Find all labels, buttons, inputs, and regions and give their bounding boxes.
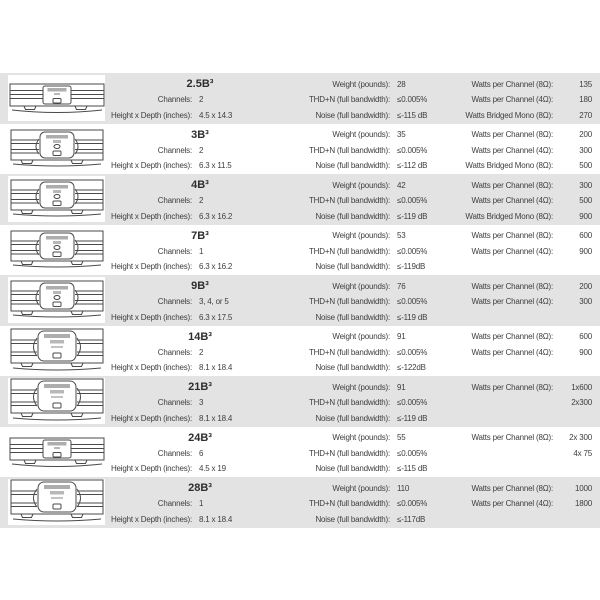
height-depth-label: Height x Depth (inches): [110, 110, 192, 120]
weight-label: Weight (pounds): [332, 332, 390, 342]
watts-value-1: 600 [579, 231, 592, 241]
model-name: 9B³ [191, 280, 209, 293]
spec-line-3 [110, 259, 600, 275]
noise-label: Noise (full bandwidth): [315, 161, 390, 171]
watts-value-2: 300 [579, 145, 592, 155]
weight-value: 53 [397, 231, 406, 241]
spec-line-3 [110, 310, 600, 326]
watts-label-2: Watts per Channel (4Ω): [471, 196, 553, 206]
noise-label: Noise (full bandwidth): [315, 262, 390, 272]
noise-value: ≤-119 dB [397, 312, 428, 322]
height-depth-value: 8.1 x 18.4 [199, 363, 233, 373]
weight-label: Weight (pounds): [332, 79, 390, 89]
spec-line-3 [110, 108, 600, 124]
height-depth-value: 4.5 x 19 [199, 464, 226, 474]
thd-label: THD+N (full bandwidth): [309, 95, 390, 105]
watts-label-1: Watts per Channel (8Ω): [471, 231, 553, 241]
noise-label: Noise (full bandwidth): [315, 312, 390, 322]
watts-value-2: 2x300 [571, 398, 592, 408]
height-depth-label: Height x Depth (inches): [110, 262, 192, 272]
spec-line-2 [110, 244, 600, 260]
spec-line-1 [110, 279, 600, 295]
height-depth-value: 6.3 x 11.5 [199, 161, 232, 171]
watts-label-1: Watts per Channel (8Ω): [471, 180, 553, 190]
thd-value: ≤0.005% [397, 95, 428, 105]
amplifier-product-image [8, 277, 105, 323]
thd-value: ≤0.005% [397, 398, 428, 408]
spec-line-2 [110, 496, 600, 512]
amplifier-icon [9, 328, 105, 374]
table-row [0, 326, 600, 377]
thd-label: THD+N (full bandwidth): [309, 347, 390, 357]
spec-line-3 [110, 209, 600, 225]
spec-line-2 [110, 92, 600, 108]
channels-value: 2 [199, 95, 204, 105]
watts-value-2: 300 [579, 297, 592, 307]
watts-value-1: 200 [579, 130, 592, 140]
weight-label: Weight (pounds): [332, 231, 390, 241]
amplifier-icon [9, 229, 105, 271]
table-row [0, 275, 600, 326]
channels-label: Channels: [157, 448, 192, 458]
channels-value: 2 [199, 145, 204, 155]
watts-label-1: Watts per Channel (8Ω): [471, 382, 553, 392]
weight-label: Weight (pounds): [332, 281, 390, 291]
height-depth-label: Height x Depth (inches): [110, 312, 192, 322]
channels-value: 2 [199, 347, 204, 357]
channels-label: Channels: [157, 297, 192, 307]
channels-value: 1 [199, 499, 204, 509]
watts-label-3: Watts Bridged Mono (8Ω): [465, 161, 553, 171]
noise-label: Noise (full bandwidth): [315, 413, 390, 423]
spec-line-2 [110, 345, 600, 361]
table-row [0, 427, 600, 478]
thd-value: ≤0.005% [397, 448, 428, 458]
spec-line-1 [110, 481, 600, 497]
model-name: 28B³ [188, 482, 212, 495]
channels-value: 1 [199, 246, 204, 256]
amplifier-product-image [8, 176, 105, 222]
amplifier-product-image [8, 126, 105, 172]
table-row [0, 124, 600, 175]
spec-line-1 [110, 127, 600, 143]
height-depth-value: 6.3 x 16.2 [199, 262, 233, 272]
watts-value-3: 900 [579, 211, 592, 221]
model-name: 21B³ [188, 381, 212, 394]
watts-label-2: Watts per Channel (4Ω): [471, 95, 553, 105]
noise-label: Noise (full bandwidth): [315, 363, 390, 373]
spec-line-1 [110, 430, 600, 446]
thd-label: THD+N (full bandwidth): [309, 196, 390, 206]
noise-label: Noise (full bandwidth): [315, 514, 390, 524]
model-name: 14B³ [188, 330, 212, 343]
noise-value: ≤-117dB [397, 514, 426, 524]
watts-value-2: 900 [579, 246, 592, 256]
table-row [0, 477, 600, 528]
watts-value-3: 270 [579, 110, 592, 120]
weight-label: Weight (pounds): [332, 130, 390, 140]
amplifier-product-image [8, 479, 105, 525]
watts-label-1: Watts per Channel (8Ω): [471, 130, 553, 140]
channels-label: Channels: [157, 499, 192, 509]
height-depth-label: Height x Depth (inches): [110, 413, 192, 423]
spec-line-3 [110, 512, 600, 528]
weight-value: 55 [397, 433, 406, 443]
spec-line-3 [110, 461, 600, 477]
table-row [0, 376, 600, 427]
amplifier-product-image [8, 227, 105, 273]
channels-label: Channels: [157, 95, 192, 105]
watts-value-1: 300 [579, 180, 592, 190]
watts-label-1: Watts per Channel (8Ω): [471, 79, 553, 89]
watts-value-2: 900 [579, 347, 592, 357]
weight-label: Weight (pounds): [332, 483, 390, 493]
weight-value: 76 [397, 281, 406, 291]
spec-line-1 [110, 178, 600, 194]
spec-line-2 [110, 395, 600, 411]
height-depth-value: 8.1 x 18.4 [199, 413, 233, 423]
noise-value: ≤-115 dB [397, 464, 428, 474]
weight-value: 91 [397, 332, 406, 342]
spec-line-1 [110, 228, 600, 244]
model-name: 2.5B³ [186, 78, 214, 91]
spec-line-3 [110, 360, 600, 376]
amplifier-icon [9, 279, 105, 321]
table-row [0, 73, 600, 124]
spec-line-2 [110, 294, 600, 310]
model-name: 3B³ [191, 128, 209, 141]
thd-label: THD+N (full bandwidth): [309, 246, 390, 256]
thd-label: THD+N (full bandwidth): [309, 398, 390, 408]
noise-label: Noise (full bandwidth): [315, 110, 390, 120]
channels-label: Channels: [157, 246, 192, 256]
watts-value-3: 500 [579, 161, 592, 171]
spec-line-1 [110, 329, 600, 345]
channels-value: 6 [199, 448, 204, 458]
height-depth-value: 6.3 x 16.2 [199, 211, 233, 221]
amplifier-spec-table [0, 73, 600, 528]
weight-value: 42 [397, 180, 406, 190]
watts-value-2: 180 [579, 95, 592, 105]
thd-value: ≤0.005% [397, 499, 428, 509]
watts-value-1: 2x 300 [569, 433, 592, 443]
watts-label-3: Watts Bridged Mono (8Ω): [465, 211, 553, 221]
height-depth-label: Height x Depth (inches): [110, 161, 192, 171]
watts-label-2: Watts per Channel (4Ω): [471, 145, 553, 155]
spec-line-1 [110, 380, 600, 396]
spec-line-3 [110, 158, 600, 174]
noise-value: ≤-119dB [397, 262, 426, 272]
model-name: 4B³ [191, 179, 209, 192]
amplifier-icon [9, 378, 105, 424]
thd-label: THD+N (full bandwidth): [309, 448, 390, 458]
thd-label: THD+N (full bandwidth): [309, 499, 390, 509]
watts-label-2: Watts per Channel (4Ω): [471, 499, 553, 509]
spec-line-1 [110, 77, 600, 93]
watts-value-2: 500 [579, 196, 592, 206]
height-depth-value: 8.1 x 18.4 [199, 514, 233, 524]
channels-label: Channels: [157, 196, 192, 206]
spec-line-2 [110, 143, 600, 159]
watts-label-1: Watts per Channel (8Ω): [471, 433, 553, 443]
amplifier-icon [9, 128, 105, 170]
weight-label: Weight (pounds): [332, 433, 390, 443]
channels-value: 3 [199, 398, 204, 408]
table-row [0, 174, 600, 225]
thd-value: ≤0.005% [397, 246, 428, 256]
amplifier-icon [9, 479, 105, 525]
watts-value-1: 1x600 [571, 382, 592, 392]
noise-value: ≤-119 dB [397, 413, 428, 423]
thd-value: ≤0.005% [397, 347, 428, 357]
height-depth-label: Height x Depth (inches): [110, 464, 192, 474]
weight-label: Weight (pounds): [332, 382, 390, 392]
watts-label-2: Watts per Channel (4Ω): [471, 347, 553, 357]
thd-value: ≤0.005% [397, 196, 428, 206]
spec-line-2 [110, 446, 600, 462]
watts-label-1: Watts per Channel (8Ω): [471, 281, 553, 291]
amplifier-icon [9, 433, 105, 471]
amplifier-product-image [8, 429, 105, 475]
height-depth-label: Height x Depth (inches): [110, 363, 192, 373]
amplifier-icon [9, 178, 105, 220]
noise-label: Noise (full bandwidth): [315, 211, 390, 221]
watts-value-2: 4x 75 [573, 448, 592, 458]
watts-label-2: Watts per Channel (4Ω): [471, 297, 553, 307]
watts-value-1: 1000 [575, 483, 592, 493]
height-depth-label: Height x Depth (inches): [110, 514, 192, 524]
weight-value: 35 [397, 130, 406, 140]
height-depth-label: Height x Depth (inches): [110, 211, 192, 221]
watts-label-3: Watts Bridged Mono (8Ω): [465, 110, 553, 120]
model-name: 7B³ [191, 229, 209, 242]
watts-value-1: 135 [579, 79, 592, 89]
noise-value: ≤-115 dB [397, 110, 428, 120]
model-name: 24B³ [188, 431, 212, 444]
channels-value: 2 [199, 196, 204, 206]
weight-value: 91 [397, 382, 406, 392]
noise-value: ≤-122dB [397, 363, 426, 373]
weight-value: 28 [397, 79, 406, 89]
weight-value: 110 [397, 483, 410, 493]
amplifier-icon [9, 79, 105, 117]
noise-value: ≤-119 dB [397, 211, 428, 221]
watts-label-1: Watts per Channel (8Ω): [471, 483, 553, 493]
noise-label: Noise (full bandwidth): [315, 464, 390, 474]
watts-value-1: 600 [579, 332, 592, 342]
watts-label-1: Watts per Channel (8Ω): [471, 332, 553, 342]
table-row [0, 225, 600, 276]
watts-label-2: Watts per Channel (4Ω): [471, 246, 553, 256]
amplifier-product-image [8, 328, 105, 374]
channels-value: 3, 4, or 5 [199, 297, 229, 307]
channels-label: Channels: [157, 145, 192, 155]
weight-label: Weight (pounds): [332, 180, 390, 190]
amplifier-product-image [8, 75, 105, 121]
height-depth-value: 6.3 x 17.5 [199, 312, 233, 322]
thd-value: ≤0.005% [397, 297, 428, 307]
noise-value: ≤-112 dB [397, 161, 428, 171]
spec-line-3 [110, 411, 600, 427]
thd-value: ≤0.005% [397, 145, 428, 155]
channels-label: Channels: [157, 347, 192, 357]
thd-label: THD+N (full bandwidth): [309, 297, 390, 307]
watts-value-2: 1800 [575, 499, 592, 509]
thd-label: THD+N (full bandwidth): [309, 145, 390, 155]
watts-value-1: 200 [579, 281, 592, 291]
channels-label: Channels: [157, 398, 192, 408]
spec-line-2 [110, 193, 600, 209]
amplifier-product-image [8, 378, 105, 424]
height-depth-value: 4.5 x 14.3 [199, 110, 233, 120]
